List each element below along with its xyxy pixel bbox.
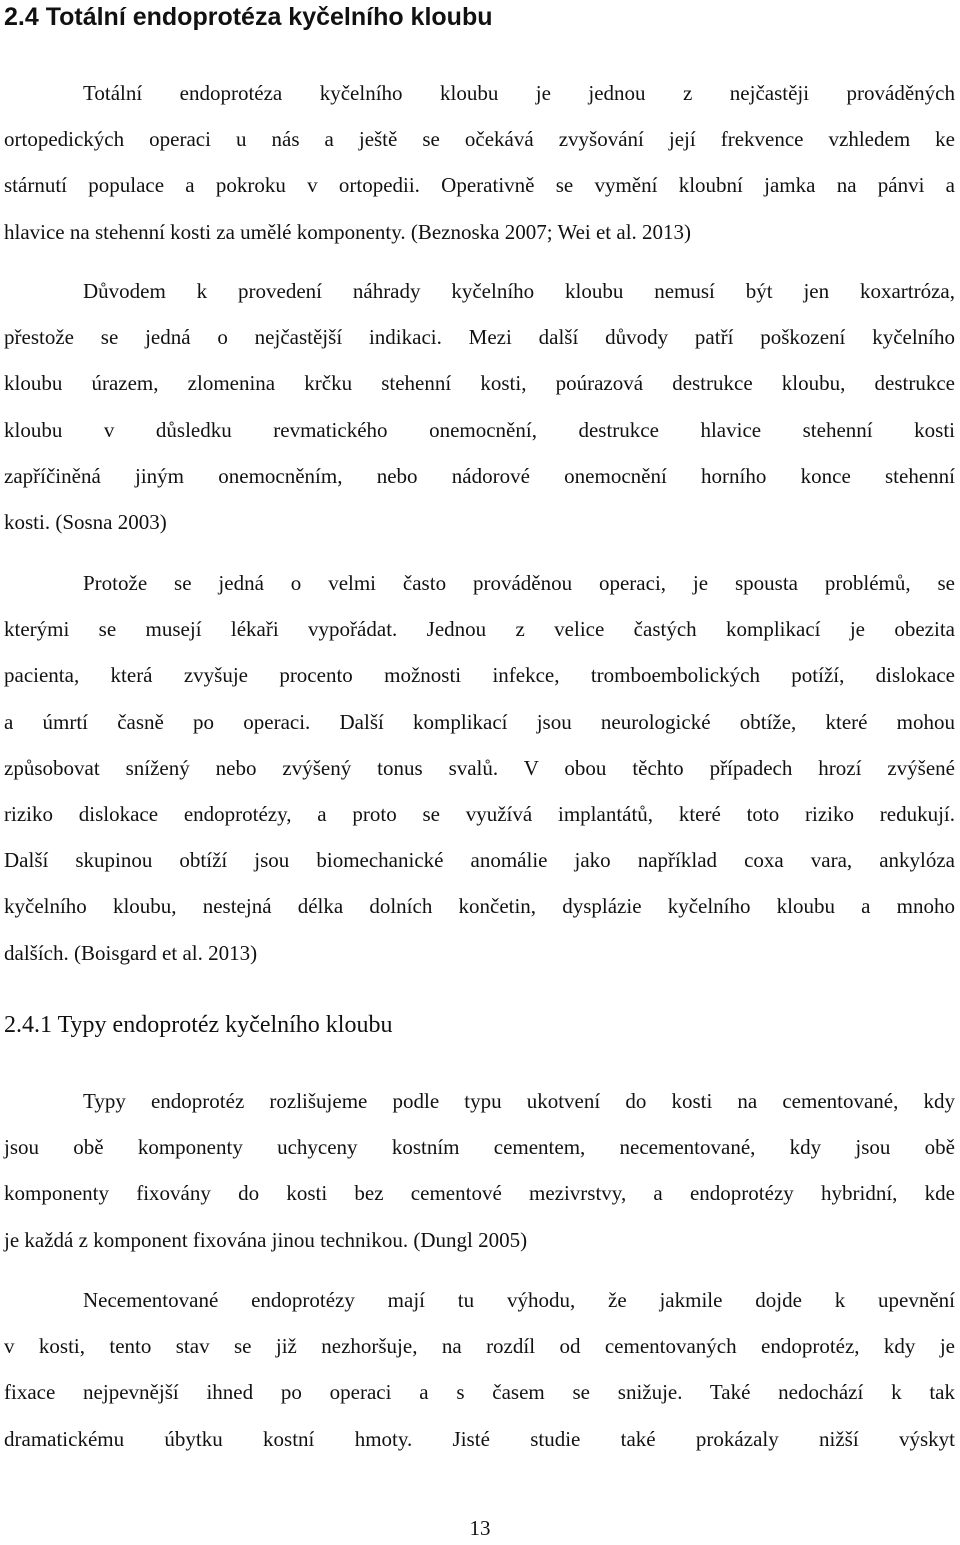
paragraph-line: Další skupinou obtíží jsou biomechanické anomálie jako například coxa vara, ankylóza [4, 848, 955, 873]
paragraph-line: je každá z komponent fixována jinou technikou. (Dungl 2005) [4, 1227, 528, 1252]
paragraph-line: komponenty fixovány do kosti bez cementové mezivrstvy, a endoprotézy hybridní, kde [4, 1181, 955, 1206]
paragraph-line: stárnutí populace a pokroku v ortopedii. Operativně se vymění kloubní jamka na pánvi a [4, 173, 955, 198]
paragraph-line: zapříčiněná jiným onemocněním, nebo nádorové onemocnění horního konce stehenní [4, 463, 955, 488]
paragraph-line: hlavice na stehenní kosti za umělé komponenty. (Beznoska 2007; Wei et al. 2013) [4, 219, 692, 244]
paragraph-indications [4, 268, 955, 545]
paragraph-line: dalších. (Boisgard et al. 2013) [4, 940, 258, 965]
paragraph-line: kloubu úrazem, zlomenina krčku stehenní kosti, poúrazová destrukce kloubu, destrukce [4, 371, 955, 396]
paragraph-complications [4, 560, 955, 976]
paragraph-line: jsou obě komponenty uchyceny kostním cementem, necementované, kdy jsou obě [4, 1135, 955, 1160]
paragraph-line: Totální endoprotéza kyčelního kloubu je jednou z nejčastěji prováděných [83, 81, 955, 105]
paragraph-line: v kosti, tento stav se již nezhoršuje, na rozdíl od cementovaných endoprotéz, kdy je [4, 1334, 955, 1359]
paragraph-line: kloubu v důsledku revmatického onemocnění, destrukce hlavice stehenní kosti [4, 417, 955, 442]
paragraph-line: fixace nejpevnější ihned po operaci a s časem se snižuje. Také nedochází k tak [4, 1380, 955, 1405]
paragraph-line: riziko dislokace endoprotézy, a proto se využívá implantátů, které toto riziko redukují. [4, 801, 955, 826]
paragraph-hip-replacement-intro [4, 70, 955, 255]
paragraph-endoprosthesis-types [4, 1078, 955, 1263]
paragraph-uncemented [4, 1277, 955, 1462]
paragraph-line: a úmrtí časně po operaci. Další komplikací jsou neurologické obtíže, které mohou [4, 709, 955, 734]
paragraph-line: Typy endoprotéz rozlišujeme podle typu ukotvení do kosti na cementované, kdy [83, 1089, 955, 1113]
section-heading: 2.4 Totální endoprotéza kyčelního kloubu [4, 3, 493, 31]
paragraph-line: Důvodem k provedení náhrady kyčelního kloubu nemusí být jen koxartróza, [83, 279, 955, 303]
paragraph-line: přestože se jedná o nejčastější indikaci. Mezi další důvody patří poškození kyčelního [4, 325, 955, 350]
paragraph-line: pacienta, která zvyšuje procento možnosti infekce, tromboembolických potíží, dislokace [4, 663, 955, 688]
paragraph-line: Protože se jedná o velmi často prováděnou operaci, je spousta problémů, se [83, 571, 955, 595]
paragraph-line: dramatickému úbytku kostní hmoty. Jisté studie také prokázaly nižší výskyt [4, 1426, 955, 1451]
page-number: 13 [469, 1516, 491, 1540]
subsection-heading: 2.4.1 Typy endoprotéz kyčelního kloubu [4, 1012, 393, 1038]
paragraph-line: kterými se musejí lékaři vypořádat. Jednou z velice častých komplikací je obezita [4, 617, 955, 642]
paragraph-line: ortopedických operaci u nás a ještě se očekává zvyšování její frekvence vzhledem ke [4, 127, 955, 152]
paragraph-line: Necementované endoprotézy mají tu výhodu, že jakmile dojde k upevnění [83, 1288, 955, 1312]
paragraph-line: kyčelního kloubu, nestejná délka dolních končetin, dysplázie kyčelního kloubu a mnoho [4, 894, 955, 919]
paragraph-line: kosti. (Sosna 2003) [4, 509, 167, 534]
paragraph-line: způsobovat snížený nebo zvýšený tonus svalů. V obou těchto případech hrozí zvýšené [4, 755, 955, 780]
